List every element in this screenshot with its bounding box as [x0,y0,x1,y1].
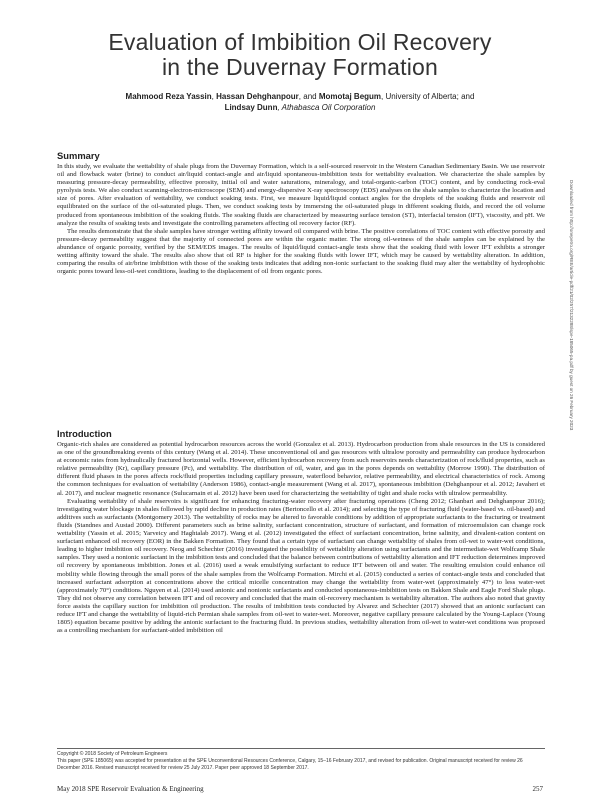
download-watermark [565,180,575,500]
introduction-paragraph: Evaluating wettability of shale reservoirs is significant for enhancing fracturing-water recovery after fracturing operations (Cheng 2012; Ghanbari and Dehghanpour 2016); investigating water blockage in shales followed by rapid decline in production rates (Bertoncello et al. 2014); and selecting the type of fracturing fluid (water-based vs. oil-based) and additives such as surfactants (Montgomery 2013). The wettability of rocks may be altered to favorable conditions by addition of appropriate surfactants to the fracturing or treatment fluids (Standnes and Austad 2000). Different parameters such as brine salinity, surfactant concentration, structure of surfactant, and formation of microemulsion can change rock wettability (Yassin et al. 2015; Yarveicy and Haghtalab 2017). Wang et al. (2012) investigated the effect of surfactant concentration, brine salinity, and divalent-cation content on surfactant enhanced oil recovery (EOR) in the Bakken Formation. They found that a certain type of surfactant can change wettability of shales from oil-wet to water-wet conditions, leading to higher imbibition oil recovery. Neog and Schechter (2016) investigated the possibility of wettability alteration using surfactants and the intermediate-wet Wolfcamp Shale samples. They used a nonionic surfactant in the imbibition tests and concluded that the balance between contributions of wettability alteration and IFT reduction determines improved oil recovery by spontaneous imbibition. Jones et al. (2016) used a weak emulsifying surfactant to reduce IFT between oil and water. The resulting emulsion could enhance oil mobility while flowing through the small pores of the shale samples from the Wolfcamp Formation. Mirchi et al. (2015) conducted a series of contact-angle tests and concluded that increased surfactant adsorption at concentrations above the critical micelle concentration may change the wettability from water-wet (approximately 47°) to less water-wet (approximately 70°) conditions. Nguyen et al. (2014) used anionic and nonionic surfactants and conducted spontaneous-imbibition tests on Bakken Shale and Eagle Ford Shale plugs. They did not observe any correlation between IFT and oil recovery and concluded that the main oil-recovery mechanism is wettability alteration. The authors also noted that gravity force assists the capillary suction for imbibition oil production. The results of imbibition tests conducted by Alvarez and Schechter (2017) showed that an anionic surfactant can reduce IFT and change the wettability of liquid-rich Permian shale samples from oil-wet to water-wet. Moreover, negative capillary pressure calculated by the Young-Laplace (Young 1805) equation became positive by adding the anionic surfactant to the fracturing fluid. In previous studies, wettability alteration from oil-wet to water-wet conditions was proposed as a controlling mechanism for surfactant-aided imbibition oil [57,497,545,635]
author-line-1 [60,91,540,102]
author-separator: , [211,92,217,101]
journal-footer: May 2018 SPE Reservoir Evaluation & Engineering [57,785,204,793]
title-line-2: in the Duvernay Formation [161,54,438,80]
author-name: Lindsay Dunn [224,103,278,112]
paper-info-note: This paper (SPE 185065) was accepted for presentation at the SPE Unconventional Resources Conference, Calgary, 15–16 February 2017, and revised for publication. Original manuscript received for review 26 December 2016. Revised manuscript received for review 25 July 2017. Paper peer approved 18 September 2017. [57,758,523,771]
summary-body [57,163,545,276]
author-separator: , and [298,92,319,101]
introduction-paragraph: Organic-rich shales are considered as potential hydrocarbon resources across the world (Gonzalez et al. 2013). Hydrocarbon production from shale resources in the US is considered as one of the groundbreaking events of this century (Wang et al. 2014). These unconventional oil and gas resources with ultralow porosity and permeability can produce hydrocarbon at economic rates from hydraulically fractured horizontal wells. However, efficient hydrocarbon recovery from such reservoirs needs characterization of rock/fluid properties, such as relative permeability (Kr), capillary pressure (Pc), and wettability. The distribution of oil, water, and gas in the pores depends on wettability (Morrow 1990). The distribution of different fluid phases in the pores affects rock/fluid properties including capillary pressure, waterflood behavior, relative permeability, and electrical characteristics of rock. Among the common techniques for evaluation of wettability (Anderson 1986), contact-angle measurement (Wang et al. 2017), spontaneous imbibition (Dehghanpour et al. 2012; Javaheri et al. 2017), and nuclear magnetic resonance (Sulucarnain et al. 2012) have been used for characterizing the wettability of tight and shale rocks with ultralow permeability. [57,441,545,497]
author-name: Mahmood Reza Yassin [125,92,212,101]
copyright-note: Copyright © 2018 Society of Petroleum Engineers [57,751,168,757]
download-watermark-text: Downloaded from http://onepetro.org/REE/article-pdf/21/02/257/2132288/spe-185065-pa.pdf by guest on 26 February 2023 [569,180,574,431]
footnote-divider [57,748,545,749]
author-affiliation: , Athabasca Oil Corporation [277,103,376,112]
summary-paragraph: In this study, we evaluate the wettability of shale plugs from the Duvernay Formation, which is a self-sourced reservoir in the Western Canadian Sedimentary Basin. We use reservoir oil and flowback water (brine) to conduct air/liquid contact-angle and air/liquid spontaneous-imbibition tests for wettability evaluation. We characterize the shale samples by measuring pressure-decay permeability, effective porosity, initial oil and water saturations, mineralogy, and total-organic-carbon (TOC) content, and by conducting rock-eval pyrolysis tests. We also conduct scanning-electron-microscope (SEM) and energy-dispersive X-ray spectroscopy (EDS) analyses on the shale samples to characterize the location and size of pores. After evaluation of wettability, we conduct soaking tests. First, we measure liquid/liquid contact angles for the droplets of the soaking fluids and reservoir oil equilibrated on the surface of the oil-saturated plugs. Then, we conduct soaking tests by immersing the oil-saturated plugs in different soaking fluids, and record the oil volume produced from spontaneous imbibition of the soaking fluids. The soaking fluids are characterized by measuring surface tension (ST), interfacial tension (IFT), viscosity, and pH. We analyze the results of soaking tests and investigate the controlling parameters affecting oil recovery factor (RF). [57,163,545,227]
introduction-body [57,441,545,635]
summary-heading: Summary [57,150,100,161]
author-affiliation: , University of Alberta; and [381,92,475,101]
author-line-2 [60,102,540,113]
introduction-heading: Introduction [57,428,112,439]
paper-title [40,30,560,80]
page-number: 257 [532,785,543,793]
author-name: Hassan Dehghanpour [216,92,299,101]
author-block [60,91,540,113]
author-name: Momotaj Begum [318,92,382,101]
title-line-1: Evaluation of Imbibition Oil Recovery [108,29,492,55]
summary-paragraph: The results demonstrate that the shale samples have stronger wetting affinity toward oil compared with brine. The positive correlations of TOC content with effective porosity and pressure-decay permeability suggest that the majority of connected pores are within the organic matter. The strong oil-wetness of the shale samples can be explained by the abundance of organic porosity, verified by the SEM/EDS images. The results of liquid/liquid contact-angle tests show that the soaking fluid with lower IFT exhibits a stronger wetting affinity toward the shale. The results also show that oil RF is higher for the soaking fluids with lower IFT, which may be caused by wettability alteration. In addition, comparing the results of air/brine imbibition with those of the soaking tests indicates that adding non-ionic surfactant to the soaking fluid may alter the wettability of hydrophobic organic pores toward less-oil-wet conditions, leading to the displacement of oil from organic pores. [57,227,545,276]
